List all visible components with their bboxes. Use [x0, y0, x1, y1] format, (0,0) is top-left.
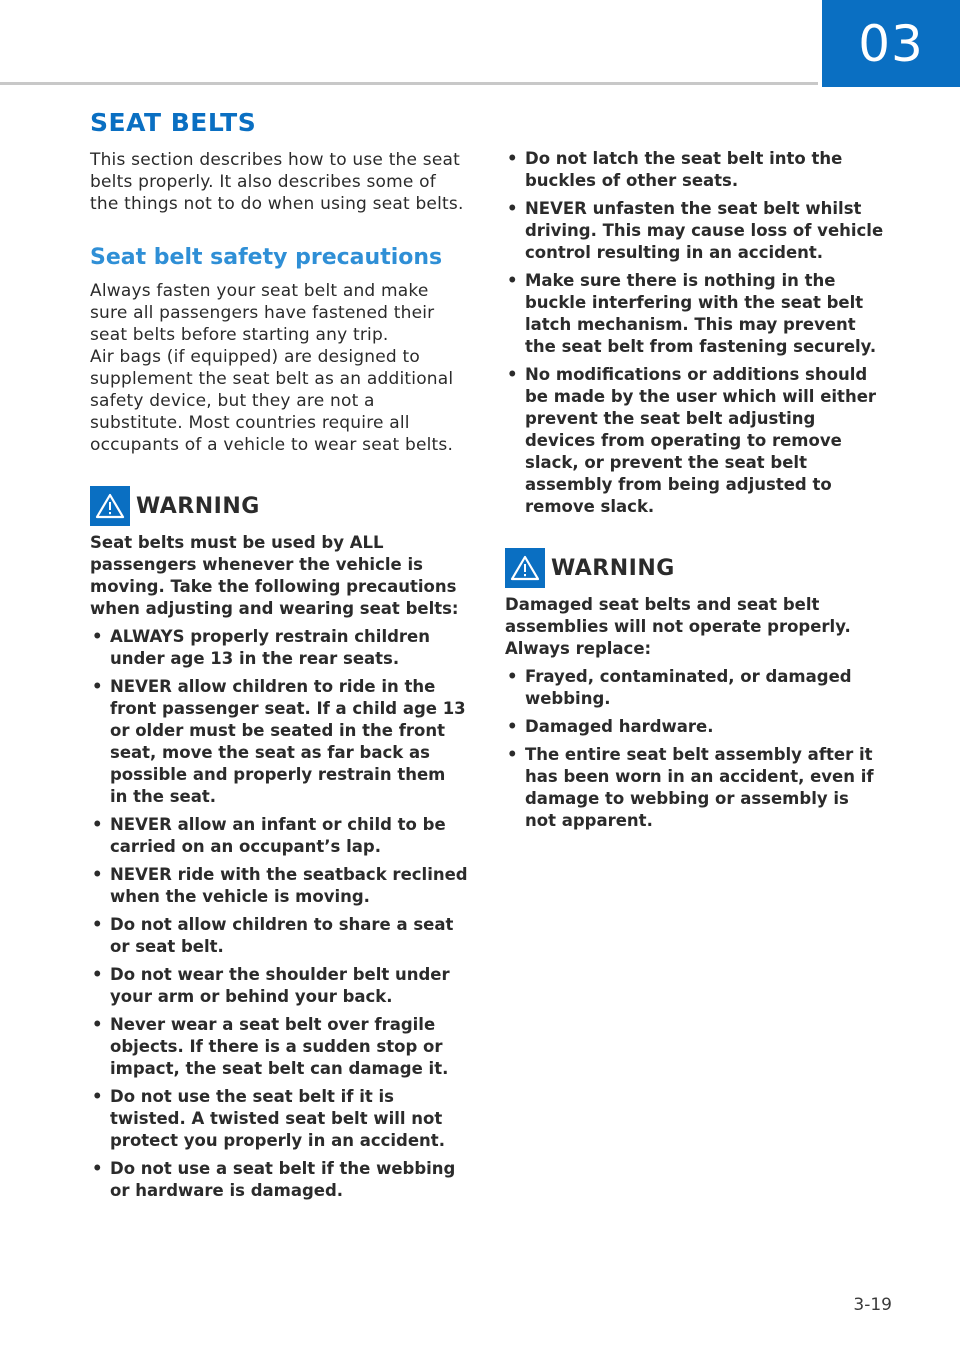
continued-warning-list — [505, 148, 885, 518]
warning-triangle-icon — [505, 548, 545, 588]
section-intro: This section describes how to use the seat belts properly. It also describes some of the things not to do when using seat belts. — [90, 150, 464, 214]
list-item: • Do not use the seat belt if it is twisted. A twisted seat belt will not protect you properly in an accident. — [90, 1086, 468, 1152]
warning-list — [90, 626, 468, 1202]
list-item: • Frayed, contaminated, or damaged webbing. — [505, 666, 885, 710]
chapter-number: 03 — [858, 14, 924, 73]
warning-header — [90, 486, 468, 526]
list-item: • ALWAYS properly restrain children under age 13 in the rear seats. — [90, 626, 468, 670]
list-item: • Do not wear the shoulder belt under your arm or behind your back. — [90, 964, 468, 1008]
list-item: • NEVER unfasten the seat belt whilst driving. This may cause loss of vehicle control resulting in an accident. — [505, 198, 885, 264]
subsection-title: Seat belt safety precautions — [90, 245, 443, 270]
warning-title: WARNING — [551, 555, 675, 581]
chapter-tab — [822, 0, 960, 87]
header-rule — [0, 82, 818, 85]
list-item: • Do not allow children to share a seat or seat belt. — [90, 914, 468, 958]
warning-title: WARNING — [136, 493, 260, 519]
warning-intro: Damaged seat belts and seat belt assemblies will not operate properly. Always replace: — [505, 595, 851, 658]
warning-header — [505, 548, 885, 588]
list-item: • The entire seat belt assembly after it has been worn in an accident, even if damage to webbing or assembly is not apparent. — [505, 744, 885, 832]
precaution-paragraph-1: Always fasten your seat belt and make sure all passengers have fastened their seat belts before starting any trip. — [90, 281, 435, 345]
page-number: 3-19 — [853, 1295, 892, 1315]
precaution-paragraph-2: Air bags (if equipped) are designed to supplement the seat belt as an additional safety device, but they are not a substitute. Most countries require all occupants of a vehicle to wear seat belts. — [90, 347, 454, 455]
warning-intro: Seat belts must be used by ALL passengers whenever the vehicle is moving. Take the following precautions when adjusting and wearing seat belts: — [90, 533, 459, 618]
list-item: • Never wear a seat belt over fragile objects. If there is a sudden stop or impact, the seat belt can damage it. — [90, 1014, 468, 1080]
list-item: • NEVER allow children to ride in the front passenger seat. If a child age 13 or older must be seated in the front seat, move the seat as far back as possible and properly restrain them in the seat. — [90, 676, 468, 808]
list-item: • NEVER allow an infant or child to be carried on an occupant’s lap. — [90, 814, 468, 858]
warning-triangle-icon — [90, 486, 130, 526]
right-column — [505, 148, 885, 838]
list-item: • Do not latch the seat belt into the buckles of other seats. — [505, 148, 885, 192]
list-item: • No modifications or additions should be made by the user which will either prevent the seat belt adjusting devices from operating to remove slack, or prevent the seat belt assembly from being adjusted to remove slack. — [505, 364, 885, 518]
list-item: • Damaged hardware. — [505, 716, 885, 738]
list-item: • NEVER ride with the seatback reclined when the vehicle is moving. — [90, 864, 468, 908]
list-item: • Make sure there is nothing in the buckle interfering with the seat belt latch mechanism. This may prevent the seat belt from fastening securely. — [505, 270, 885, 358]
list-item: • Do not use a seat belt if the webbing or hardware is damaged. — [90, 1158, 468, 1202]
warning-list — [505, 666, 885, 832]
left-column — [90, 108, 468, 1208]
section-title: SEAT BELTS — [90, 108, 257, 137]
